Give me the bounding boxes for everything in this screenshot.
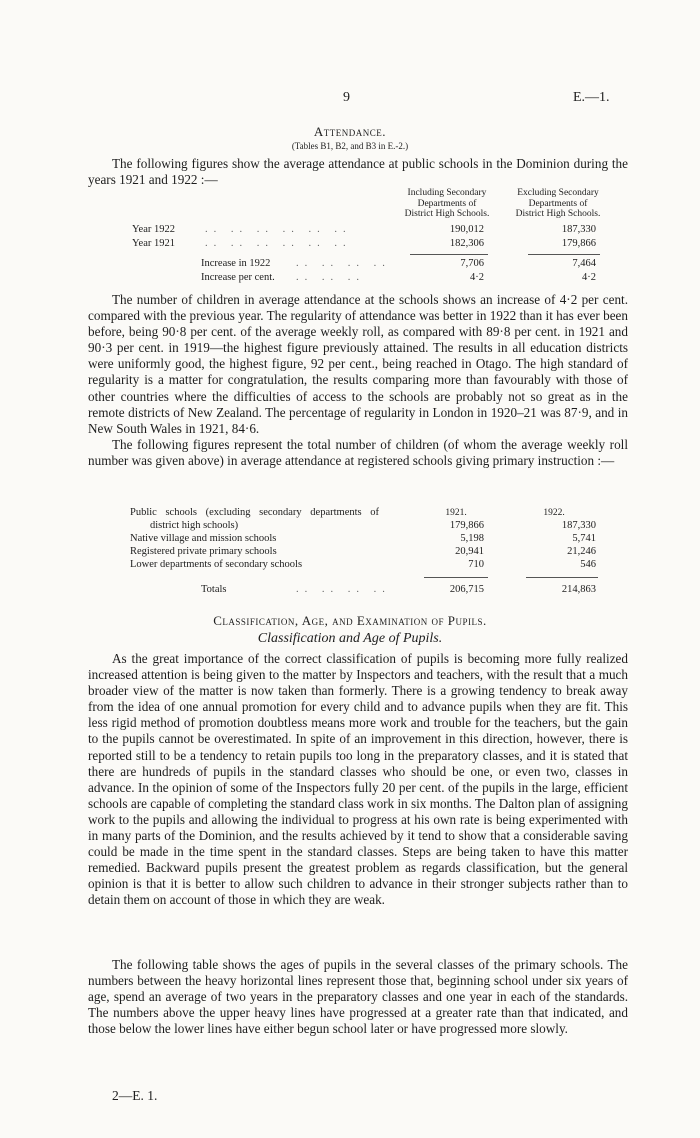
cell-private-1922: 21,246 — [567, 546, 596, 557]
row-label-increase-percent: Increase per cent. — [201, 272, 275, 283]
column-header-including: Including Secondary Departments of District High Schools. — [404, 188, 490, 219]
cell-1921-including: 182,306 — [449, 238, 484, 249]
page-number: 9 — [343, 90, 350, 105]
dot-leader: .. .. .. .. — [296, 584, 391, 595]
cell-1921-excluding: 179,866 — [561, 238, 596, 249]
row-label-lower-departments: Lower departments of secondary schools — [130, 559, 303, 570]
attendance-table-reference: (Tables B1, B2, and B3 in E.-2.) — [291, 141, 409, 151]
column-header-1921: 1921. — [445, 508, 467, 518]
cell-percent-including: 4·2 — [470, 272, 484, 283]
cell-private-1921: 20,941 — [455, 546, 484, 557]
row-label-totals: Totals — [201, 584, 227, 595]
row-label-1921: Year 1921 — [132, 238, 175, 249]
dot-leader: .. .. .. .. .. .. — [205, 224, 352, 235]
sum-rule — [424, 577, 488, 578]
cell-native-1922: 5,741 — [572, 533, 596, 544]
cell-increase-excluding: 7,464 — [572, 258, 596, 269]
cell-increase-including: 7,706 — [460, 258, 484, 269]
row-label-1922: Year 1922 — [132, 224, 175, 235]
sum-rule — [528, 254, 600, 255]
cell-native-1921: 5,198 — [460, 533, 484, 544]
cell-totals-1921: 206,715 — [449, 584, 484, 595]
column-header-excluding: Excluding Secondary Departments of District High Schools. — [515, 188, 601, 219]
cell-lower-1921: 710 — [468, 559, 484, 570]
age-table-paragraph: The following table shows the ages of pupils in the several classes of the primary schools. The numbers between the heavy horizontal lines represent those that, beginning school under six years of age, spend an average of two years in the preparatory classes and one year in each of the standards. The numbers above the upper heavy lines have progressed at a greater rate than that indicated, and those below the lower lines have either begun school later or have progressed more slowly. — [88, 957, 628, 1037]
cell-public-1922: 187,330 — [561, 520, 596, 531]
attendance-intro: The following figures show the average attendance at public schools in the Dominion during the years 1921 and 1922 :— — [88, 156, 628, 188]
cell-lower-1922: 546 — [580, 559, 596, 570]
classification-subheading: Classification and Age of Pupils. — [257, 631, 443, 646]
dot-leader: .. .. .. .. — [296, 258, 391, 269]
cell-totals-1922: 214,863 — [561, 584, 596, 595]
sum-rule — [526, 577, 598, 578]
attendance-heading: Attendance. — [313, 124, 387, 139]
cell-1922-excluding: 187,330 — [561, 224, 596, 235]
cell-public-1921: 179,866 — [449, 520, 484, 531]
row-label-increase: Increase in 1922 — [201, 258, 271, 269]
column-header-1922: 1922. — [543, 508, 565, 518]
row-label-district-high: district high schools) — [150, 520, 239, 531]
classification-paragraph: As the great importance of the correct classification of pupils is becoming more fully realized increased attention is being given to the matter by Inspectors and teachers, with the result that a much broader view of the matter is now taken than formerly. There is a growing tendency to break away from the idea of one annual promotion for every child and to advance pupils when they are fit. This less rigid method of promotion doubtless means more work and trouble for the teachers, but the gain to the pupils cannot be overestimated. In spite of an improvement in this direction, however, there is reported still to be a tendency to retain pupils too long in the preparatory classes, and it is stated that there are hundreds of pupils in the standard classes who should be one, or even two, classes in advance. In the opinion of some of the Inspectors fully 20 per cent. of the pupils in the large, efficient schools are capable of completing the standard class work in six months. The Dalton plan of assigning work to the pupils and allowing the individual to progress at his own rate is being experimented with in many parts of the Dominion, and the results achieved by it tend to show that a considerable saving could be made in the time spent in the standard classes. Steps are being taken to have this matter remedied. Backward pupils present the greatest problem as regards classification, but the general opinion is that it is better to allow such children to advance in their stronger subjects rather than to detain them on account of those in which they are weak. — [88, 651, 628, 908]
row-label-public-schools: Public schools (excluding secondary departments of — [130, 507, 379, 518]
document-reference: E.—1. — [573, 90, 610, 105]
sum-rule — [410, 254, 488, 255]
attendance-paragraph-regularity: The number of children in average attendance at the schools shows an increase of 4·2 per cent. compared with the previous year. The regularity of attendance was better in 1922 than it has ever been before, being 90·8 per cent. of the average weekly roll, as compared with 89·8 per cent. in 1921 and 90·3 per cent. in 1919—the highest figure previously attained. The results in all education districts were uniformly good, the highest figure, 92 per cent., being reached in Otago. The high standard of regularity is a matter for congratulation, the results comparing more than favourably with those of other countries where the difficulties of access to the schools are probably not so great as in the remote districts of New Zealand. The percentage of regularity in London in 1920–21 was 87·9, and in New South Wales in 1921, 84·6. — [88, 292, 628, 436]
cell-percent-excluding: 4·2 — [582, 272, 596, 283]
signature-mark: 2—E. 1. — [112, 1088, 158, 1103]
attendance-paragraph-registered: The following figures represent the total number of children (of whom the average weekly roll number was given above) in average attendance at registered schools giving primary instruction :— — [88, 437, 628, 469]
dot-leader: .. .. .. .. .. .. — [205, 238, 352, 249]
dot-leader: .. .. .. — [296, 272, 365, 283]
row-label-native-village: Native village and mission schools — [130, 533, 277, 544]
row-label-private-primary: Registered private primary schools — [130, 546, 277, 557]
classification-heading: Classification, Age, and Examination of Pupils. — [213, 613, 487, 628]
cell-1922-including: 190,012 — [449, 224, 484, 235]
